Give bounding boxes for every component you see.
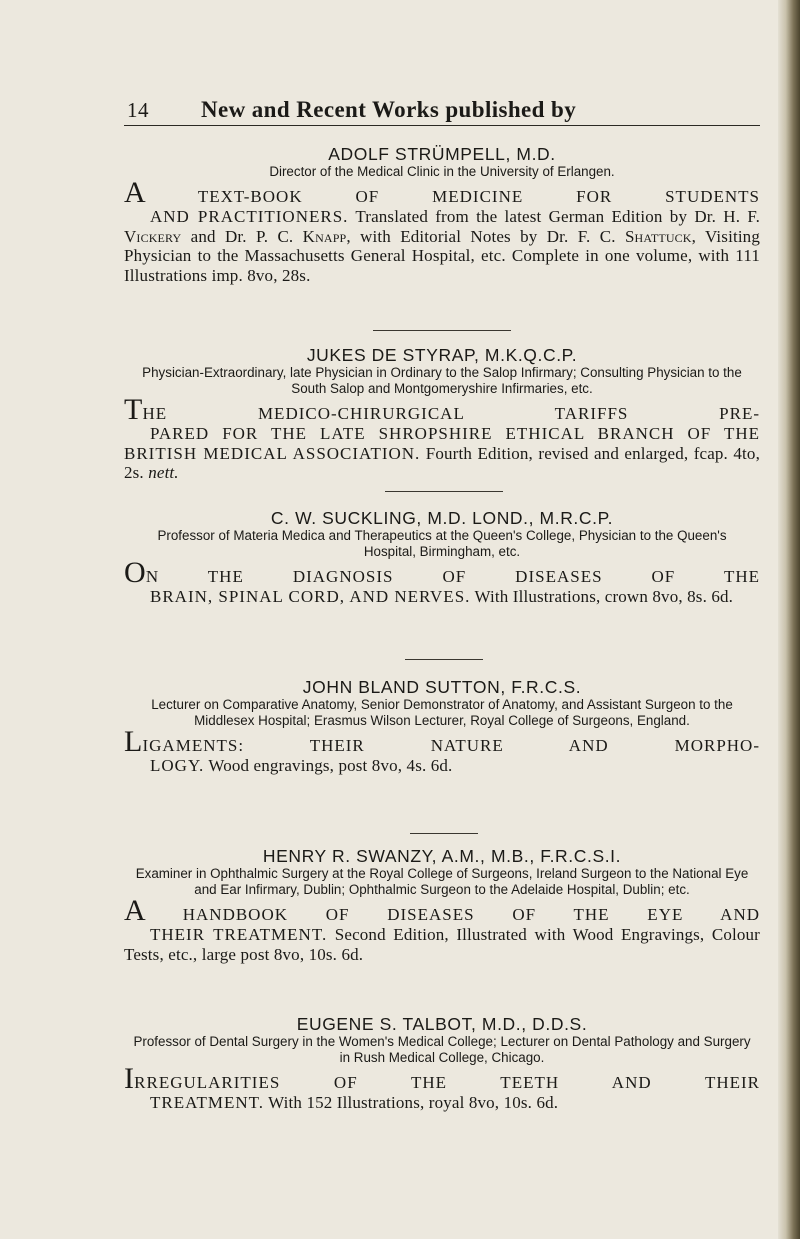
author-name: JOHN BLAND SUTTON, F.R.C.S. [302,677,582,697]
book-title-line1: A TEXT-BOOK OF MEDICINE FOR STUDENTS [124,176,760,209]
header-rule [124,125,760,126]
entry-bland-sutton [124,677,760,776]
book-title: ON THE DIAGNOSIS OF DISEASES OF THE BRAIN, SPINAL CORD, AND NERVES. With Illustrations, crown 8vo, 8s. 6d. [124,556,760,606]
section-divider [410,833,478,834]
book-title: THE MEDICO-CHIRURGICAL TARIFFS PRE- PARED FOR THE LATE SHROPSHIRE ETHICAL BRANCH OF THE BRITISH MEDICAL ASSOCIATION. Fourth Edition, revised and enlarged, fcap. 4to, 2s. nett. [124,393,760,483]
book-title-line1: ON THE DIAGNOSIS OF DISEASES OF THE [124,556,760,589]
author-credentials: Lecturer on Comparative Anatomy, Senior Demonstrator of Anatomy, and Assistant Surgeon to the Middlesex Hospital; Erasmus Wilson Lecturer, Royal College of Surgeons, England. [151,697,733,728]
section-divider [405,659,483,660]
section-divider [385,491,503,492]
author-credentials: Examiner in Ophthalmic Surgery at the Royal College of Surgeons, Ireland Surgeon to the National Eye and Ear Infirmary, Dublin; Ophthalmic Surgeon to the Adelaide Hospital, Dublin; etc. [135,866,749,897]
author-name: HENRY R. SWANZY, A.M., M.B., F.R.C.S.I. [262,846,622,866]
entry-de-styrap [124,345,760,483]
entry-strumpell [124,144,760,286]
author-name: ADOLF STRÜMPELL, M.D. [328,144,556,164]
entry-swanzy [124,846,760,964]
entry-suckling [124,508,760,607]
running-title: New and Recent Works published by [201,97,577,122]
book-title: A HANDBOOK OF DISEASES OF THE EYE AND THEIR TREATMENT. Second Edition, Illustrated with Wood Engravings, Colour Tests, etc., large post 8vo, 10s. 6d. [124,894,760,964]
author-name: JUKES DE STYRAP, M.K.Q.C.P. [306,345,578,365]
book-title-line1: IRREGULARITIES OF THE TEETH AND THEIR [124,1062,760,1095]
book-title: IRREGULARITIES OF THE TEETH AND THEIR TREATMENT. With 152 Illustrations, royal 8vo, 10s. 6d. [124,1062,760,1112]
page-number: 14 [127,98,149,122]
page-edge-shadow [778,0,800,1239]
author-credentials: Professor of Materia Medica and Therapeutics at the Queen's College, Physician to the Queen's Hospital, Birmingham, etc. [157,528,727,559]
book-title: LIGAMENTS: THEIR NATURE AND MORPHO- LOGY. Wood engravings, post 8vo, 4s. 6d. [124,725,760,775]
author-name: C. W. SUCKLING, M.D. LOND., M.R.C.P. [270,508,614,528]
author-credentials: Professor of Dental Surgery in the Women's Medical College; Lecturer on Dental Pathology and Surgery in Rush Medical College, Chicago. [133,1034,751,1065]
book-title: A TEXT-BOOK OF MEDICINE FOR STUDENTS AND PRACTITIONERS. Translated from the latest German Edition by Dr. H. F. Vickery and Dr. P. C. Knapp, with Editorial Notes by Dr. F. C. Shattuck, Visiting Physician to the Massachusetts General Hospital, etc. Complete in one volume, with 111 Illustrations imp. 8vo, 28s. [124,176,760,286]
book-title-line1: LIGAMENTS: THEIR NATURE AND MORPHO- [124,725,760,758]
entry-talbot [124,1014,760,1113]
book-title-line1: A HANDBOOK OF DISEASES OF THE EYE AND [124,894,760,927]
author-credentials: Director of the Medical Clinic in the University of Erlangen. [269,164,615,179]
author-name: EUGENE S. TALBOT, M.D., D.D.S. [296,1014,588,1034]
section-divider [373,330,511,331]
book-title-line1: THE MEDICO-CHIRURGICAL TARIFFS PRE- [124,393,760,426]
author-credentials: Physician-Extraordinary, late Physician in Ordinary to the Salop Infirmary; Consulting Physician to the South Salop and Montgomeryshire Infirmaries, etc. [142,365,742,396]
